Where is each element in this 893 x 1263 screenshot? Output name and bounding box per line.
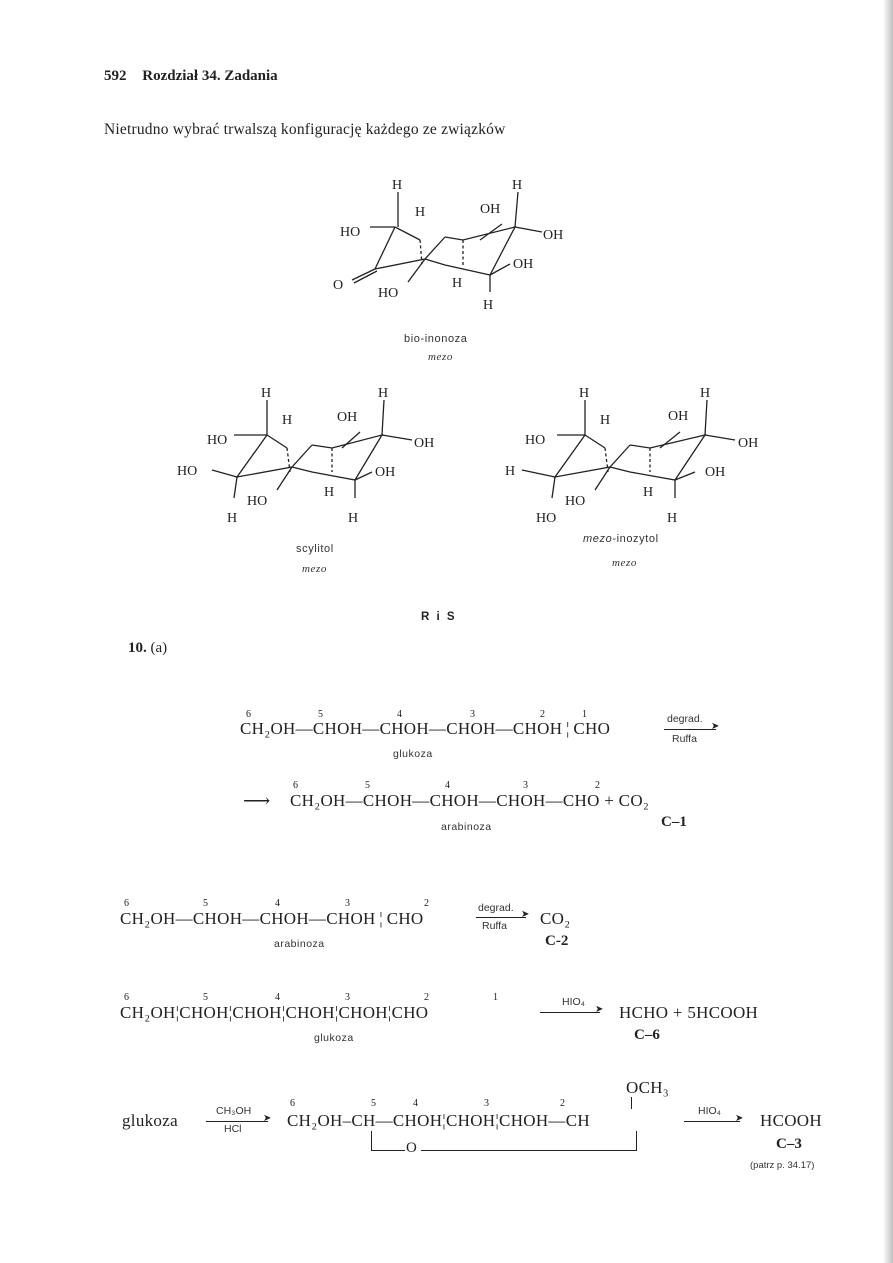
formula-glukoza: CH₂OH—CHOH—CHOH—CHOH—CHOH ¦ CHO (240, 719, 611, 738)
carbon-number: 5 (318, 709, 323, 720)
atom-h: H (483, 298, 494, 313)
bond (631, 1097, 632, 1109)
reaction-arrow (206, 1121, 268, 1122)
reaction-arrow (664, 729, 716, 730)
carbon-number: 5 (203, 898, 208, 909)
carbon-number: 2 (424, 898, 429, 909)
arrow-top-label: degrad. (478, 902, 514, 914)
methoxy-group: OCH₃ (626, 1078, 670, 1097)
scylitol-structure (172, 380, 462, 530)
atom-ho: HO (565, 494, 586, 509)
atom-oh: OH (375, 465, 396, 480)
atom-h: H (579, 386, 590, 401)
formula-glucoside: CH₂OH–CH—CHOH¦CHOH¦CHOH—CH (287, 1111, 590, 1130)
atom-h: H (392, 178, 403, 193)
bio-inonoza-structure (330, 172, 590, 322)
atom-oh: OH (513, 257, 534, 272)
atom-ho: HO (525, 433, 546, 448)
atom-h: H (667, 511, 678, 526)
caption-prefix: mezo (583, 533, 613, 545)
carbon-number: 6 (124, 898, 129, 909)
atom-h: H (324, 485, 335, 500)
atom-h: H (600, 413, 611, 428)
carbon-number: 1 (493, 992, 498, 1003)
section-part: (a) (150, 640, 168, 656)
atom-oh: OH (705, 465, 726, 480)
atom-h: H (505, 464, 516, 479)
label-arabinoza: arabinoza (274, 938, 325, 950)
formula-glukoza: CH₂OH¦CHOH¦CHOH¦CHOH¦CHOH¦CHO (120, 1003, 429, 1022)
product-co2: CO₂ (540, 909, 571, 928)
reaction-arrow (476, 917, 526, 918)
chapter-title: Rozdział 34. Zadania (142, 68, 278, 84)
atom-h: H (415, 205, 426, 220)
atom-h: H (512, 178, 523, 193)
atom-h: H (227, 511, 238, 526)
atom-ho: HO (247, 494, 268, 509)
label-arabinoza: arabinoza (441, 821, 492, 833)
ris-label: R i S (421, 611, 457, 623)
caption-scylitol: scylitol (296, 543, 334, 555)
carbon-number: 4 (445, 780, 450, 791)
reaction-arrow: ⟶ (243, 791, 271, 812)
atom-h: H (261, 386, 272, 401)
carbon-tag: C–3 (776, 1136, 802, 1152)
reagent-label: HIO₄ (698, 1105, 721, 1117)
page-edge-shadow (883, 0, 893, 1263)
caption-mezo-inozytol (583, 533, 659, 545)
section-heading (128, 640, 167, 657)
carbon-number: 2 (540, 709, 545, 720)
arrow-top-label: degrad. (667, 713, 703, 725)
product: HCHO + 5HCOOH (619, 1003, 759, 1022)
atom-oh: OH (668, 409, 689, 424)
carbon-number: 6 (290, 1098, 295, 1109)
atom-h: H (378, 386, 389, 401)
atom-oh: OH (543, 228, 564, 243)
atom-oh: OH (480, 202, 501, 217)
config-scylitol: mezo (302, 563, 328, 575)
reagent-top: CH₃OH (216, 1105, 252, 1117)
carbon-number: 6 (124, 992, 129, 1003)
reagent-label: HIO₄ (562, 996, 585, 1008)
page-number: 592 (104, 68, 127, 84)
carbon-number: 3 (470, 709, 475, 720)
intro-text: Nietrudno wybrać trwalszą konfigurację każdego ze związków (104, 121, 506, 138)
formula-arabinoza: CH₂OH—CHOH—CHOH—CHOH—CHO + CO₂ (290, 791, 650, 810)
section-number: 10. (128, 640, 147, 656)
atom-o: O (333, 278, 344, 293)
atom-ho: HO (340, 225, 361, 240)
carbon-number: 3 (345, 898, 350, 909)
atom-oh: OH (337, 410, 358, 425)
carbon-number: 3 (523, 780, 528, 791)
reagent-bottom: HCl (224, 1123, 242, 1135)
carbon-tag: C–1 (661, 814, 687, 830)
ring-oxygen: O (406, 1140, 418, 1156)
atom-h: H (348, 511, 359, 526)
carbon-number: 6 (293, 780, 298, 791)
label-glukoza: glukoza (314, 1032, 354, 1044)
start-glukoza: glukoza (122, 1111, 178, 1130)
atom-h: H (643, 485, 654, 500)
atom-h: H (282, 413, 293, 428)
caption-bio-inonoza: bio-inonoza (404, 333, 468, 345)
carbon-number: 3 (345, 992, 350, 1003)
atom-ho: HO (177, 464, 198, 479)
arrow-bottom-label: Ruffa (672, 733, 697, 745)
atom-ho: HO (378, 286, 399, 301)
atom-ho: HO (207, 433, 228, 448)
arrow-bottom-label: Ruffa (482, 920, 507, 932)
carbon-number: 4 (397, 709, 402, 720)
carbon-number: 5 (371, 1098, 376, 1109)
config-mezo-inozytol: mezo (612, 557, 638, 569)
carbon-number: 2 (560, 1098, 565, 1109)
carbon-number: 2 (424, 992, 429, 1003)
config-bio-inonoza: mezo (428, 351, 454, 363)
reaction-arrow (540, 1012, 600, 1013)
atom-ho: HO (536, 511, 557, 526)
carbon-number: 4 (275, 992, 280, 1003)
carbon-tag: C–6 (634, 1027, 660, 1043)
atom-oh: OH (414, 436, 435, 451)
atom-oh: OH (738, 436, 759, 451)
carbon-number: 6 (246, 709, 251, 720)
atom-h: H (452, 276, 463, 291)
mezo-inozytol-structure (500, 380, 790, 530)
carbon-number: 4 (275, 898, 280, 909)
cross-reference: (patrz p. 34.17) (750, 1160, 815, 1171)
running-head (104, 68, 278, 85)
carbon-number: 4 (413, 1098, 418, 1109)
carbon-number: 5 (365, 780, 370, 791)
atom-h: H (700, 386, 711, 401)
carbon-tag: C-2 (545, 933, 569, 949)
carbon-number: 3 (484, 1098, 489, 1109)
label-glukoza: glukoza (393, 748, 433, 760)
product-hcooh: HCOOH (760, 1111, 822, 1130)
reaction-arrow (684, 1121, 740, 1122)
formula-arabinoza: CH₂OH—CHOH—CHOH—CHOH ¦ CHO (120, 909, 424, 928)
carbon-number: 5 (203, 992, 208, 1003)
carbon-number: 1 (582, 709, 587, 720)
caption-suffix: -inozytol (612, 533, 659, 545)
carbon-number: 2 (595, 780, 600, 791)
